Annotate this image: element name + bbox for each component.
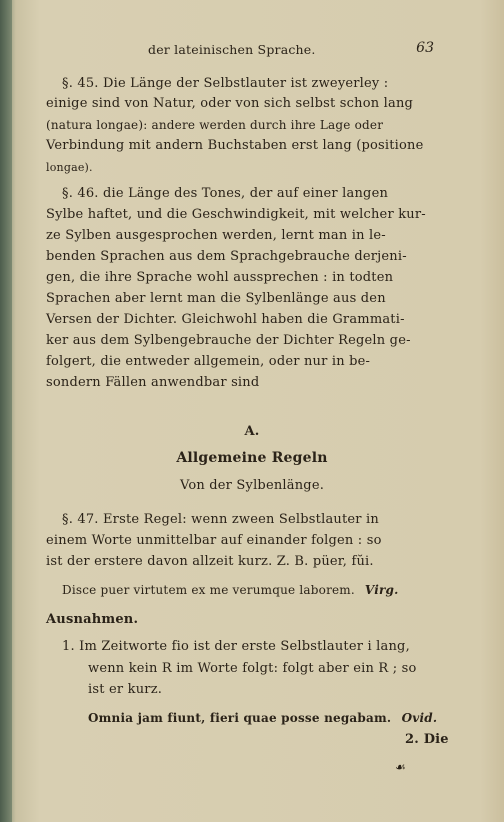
text-line: wenn kein R im Worte folgt: folgt aber ein R ; so xyxy=(88,661,417,676)
text-line: §. 47. Erste Regel: wenn zween Selbstlauter in xyxy=(62,512,379,527)
example-verse-text: Disce puer virtutem ex me verumque laborem. xyxy=(62,583,355,597)
printer-mark: ☙ xyxy=(395,760,406,774)
text-line: einem Worte unmittelbar auf einander folgen : so xyxy=(46,533,382,548)
text-line: gen, die ihre Sprache wohl aussprechen : in todten xyxy=(46,270,394,285)
text-line: benden Sprachen aus dem Sprachgebrauche derjeni- xyxy=(46,249,407,264)
catchword: 2. Die xyxy=(405,732,449,747)
section-title: Allgemeine Regeln xyxy=(176,450,328,466)
text-line: ze Sylben ausgesprochen werden, lernt man in le- xyxy=(46,228,386,243)
text-line: §. 46. die Länge des Tones, der auf einer langen xyxy=(62,186,389,201)
text-line: ist er kurz. xyxy=(88,682,163,697)
quote-verse xyxy=(88,710,437,726)
section-letter: A. xyxy=(244,424,260,439)
example-verse xyxy=(62,582,398,598)
page-number: 63 xyxy=(416,40,434,56)
text-line: folgert, die entweder allgemein, oder nur in be- xyxy=(46,354,371,369)
quote-verse-source: Ovid. xyxy=(401,711,438,725)
text-line: longae). xyxy=(46,161,93,174)
text-line: (natura longae): andere werden durch ihre Lage oder xyxy=(46,118,384,132)
page-binding-edge xyxy=(0,0,12,822)
text-line: ist der erstere davon allzeit kurz. Z. B. püer, fŭi. xyxy=(46,554,374,569)
running-header: der lateinischen Sprache. xyxy=(148,42,316,57)
exceptions-heading: Ausnahmen. xyxy=(46,612,139,627)
example-verse-source: Virg. xyxy=(364,583,399,597)
text-line: Verbindung mit andern Buchstaben erst lang (positione xyxy=(46,138,424,153)
text-line: ker aus dem Sylbengebrauche der Dichter Regeln ge- xyxy=(46,333,411,348)
text-line: einige sind von Natur, oder von sich selbst schon lang xyxy=(46,96,414,111)
text-line: Sprachen aber lernt man die Sylbenlänge aus den xyxy=(46,291,386,306)
section-subtitle: Von der Sylbenlänge. xyxy=(179,478,325,493)
text-line: Versen der Dichter. Gleichwohl haben die Grammati- xyxy=(46,312,405,327)
text-line: sondern Fällen anwendbar sind xyxy=(46,375,260,390)
quote-verse-text: Omnia jam fiunt, fieri quae posse negabam. xyxy=(88,711,392,725)
text-line: Sylbe haftet, und die Geschwindigkeit, mit welcher kur- xyxy=(46,207,426,222)
text-line: §. 45. Die Länge der Selbstlauter ist zweyerley : xyxy=(62,76,389,91)
text-line: 1. Im Zeitworte fio ist der erste Selbstlauter i lang, xyxy=(62,639,410,654)
